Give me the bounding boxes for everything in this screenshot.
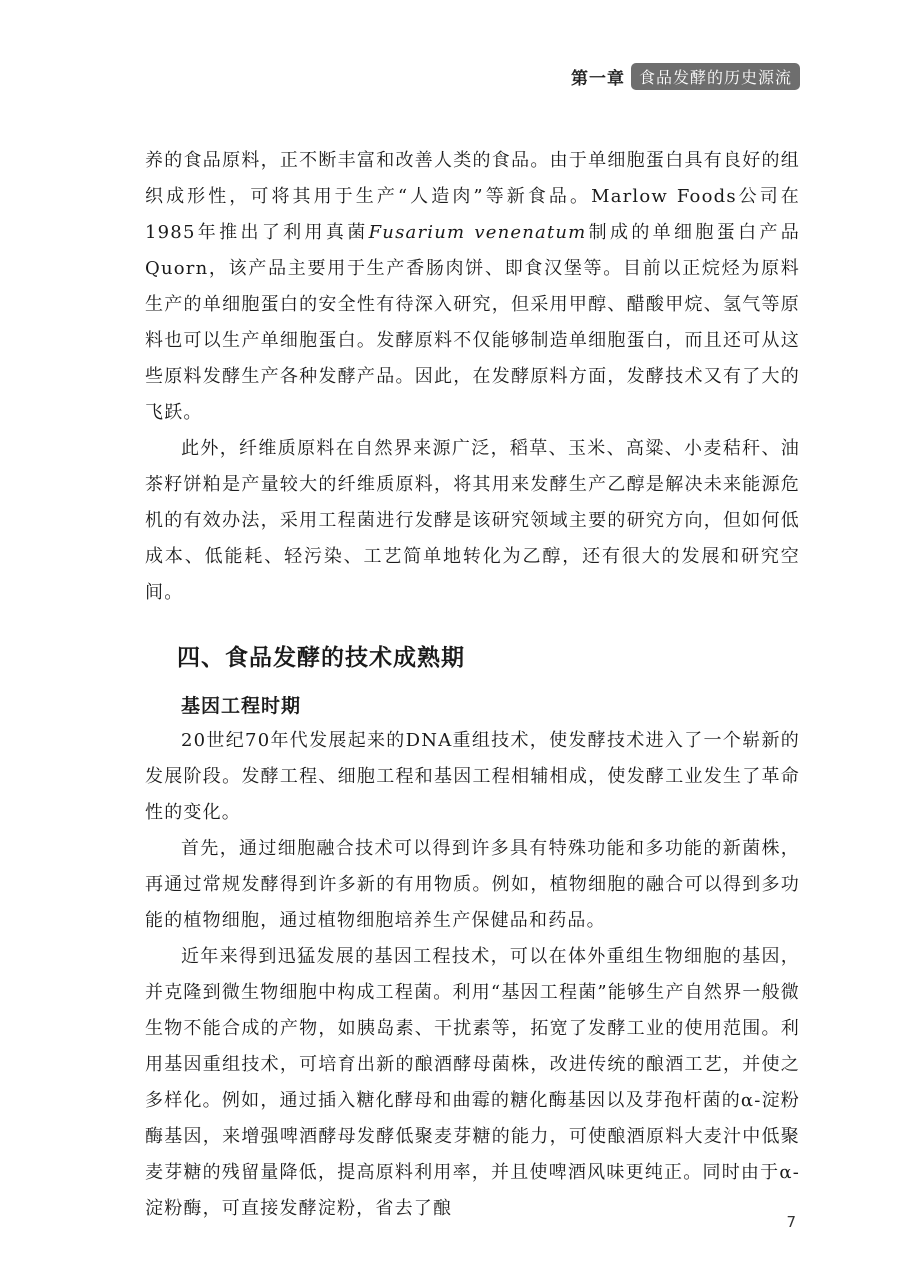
- page-number: 7: [786, 1213, 796, 1231]
- paragraph-dna-recombination: 20世纪70年代发展起来的DNA重组技术，使发酵技术进入了一个崭新的发展阶段。发酵工程、细胞工程和基因工程相辅相成，使发酵工业发生了革命性的变化。: [145, 730, 800, 823]
- paragraph-single-cell-protein: [145, 143, 800, 431]
- paragraph-genetic-engineering: 近年来得到迅猛发展的基因工程技术，可以在体外重组生物细胞的基因，并克隆到微生物细胞中构成工程菌。利用“基因工程菌”能够生产自然界一般微生物不能合成的产物，如胰岛素、干扰素等，拓宽了发酵工业的使用范围。利用基因重组技术，可培育出新的酿酒酵母菌株，改进传统的酿酒工艺，并使之多样化。例如，通过插入糖化酵母和曲霉的糖化酶基因以及芽孢杆菌的α-淀粉酶基因，来增强啤酒酵母发酵低聚麦芽糖的能力，可使酿酒原料大麦汁中低聚麦芽糖的残留量降低，提高原料利用率，并且使啤酒风味更纯正。同时由于α-淀粉酶，可直接发酵淀粉，省去了酿: [145, 946, 800, 1219]
- paragraph-cell-fusion: 首先，通过细胞融合技术可以得到许多具有特殊功能和多功能的新菌株，再通过常规发酵得到许多新的有用物质。例如，植物细胞的融合可以得到多功能的植物细胞，通过植物细胞培养生产保健品和药品。: [145, 838, 800, 931]
- paragraph-cellulose: 此外，纤维质原料在自然界来源广泛，稻草、玉米、高粱、小麦秸秆、油茶籽饼粕是产量较大的纤维质原料，将其用来发酵生产乙醇是解决未来能源危机的有效办法，采用工程菌进行发酵是该研究领域主要的研究方向，但如何低成本、低能耗、轻污染、工艺简单地转化为乙醇，还有很大的发展和研究空间。: [145, 438, 800, 603]
- paragraph-text: 养的食品原料，正不断丰富和改善人类的食品。由于单细胞蛋白具有良好的组织成形性，可将其用于生产“人造肉”等新食品。Marlow Foods公司在1985年推出了利用真菌: [145, 150, 800, 243]
- chapter-title-badge: 食品发酵的历史源流: [631, 63, 800, 90]
- sub-heading: 基因工程时期: [181, 695, 302, 717]
- chapter-label: 第一章: [570, 68, 625, 89]
- running-head: [571, 64, 800, 88]
- species-name: Fusarium venenatum: [368, 222, 587, 243]
- section-heading: 四、食品发酵的技术成熟期: [177, 645, 465, 671]
- page-body: [145, 143, 800, 1227]
- paragraph-text: 制成的单细胞蛋白产品Quorn，该产品主要用于生产香肠肉饼、即食汉堡等。目前以正烷烃为原料生产的单细胞蛋白的安全性有待深入研究，但采用甲醇、醋酸甲烷、氢气等原料也可以生产单细胞蛋白。发酵原料不仅能够制造单细胞蛋白，而且还可从这些原料发酵生产各种发酵产品。因此，在发酵原料方面，发酵技术又有了大的飞跃。: [145, 222, 800, 423]
